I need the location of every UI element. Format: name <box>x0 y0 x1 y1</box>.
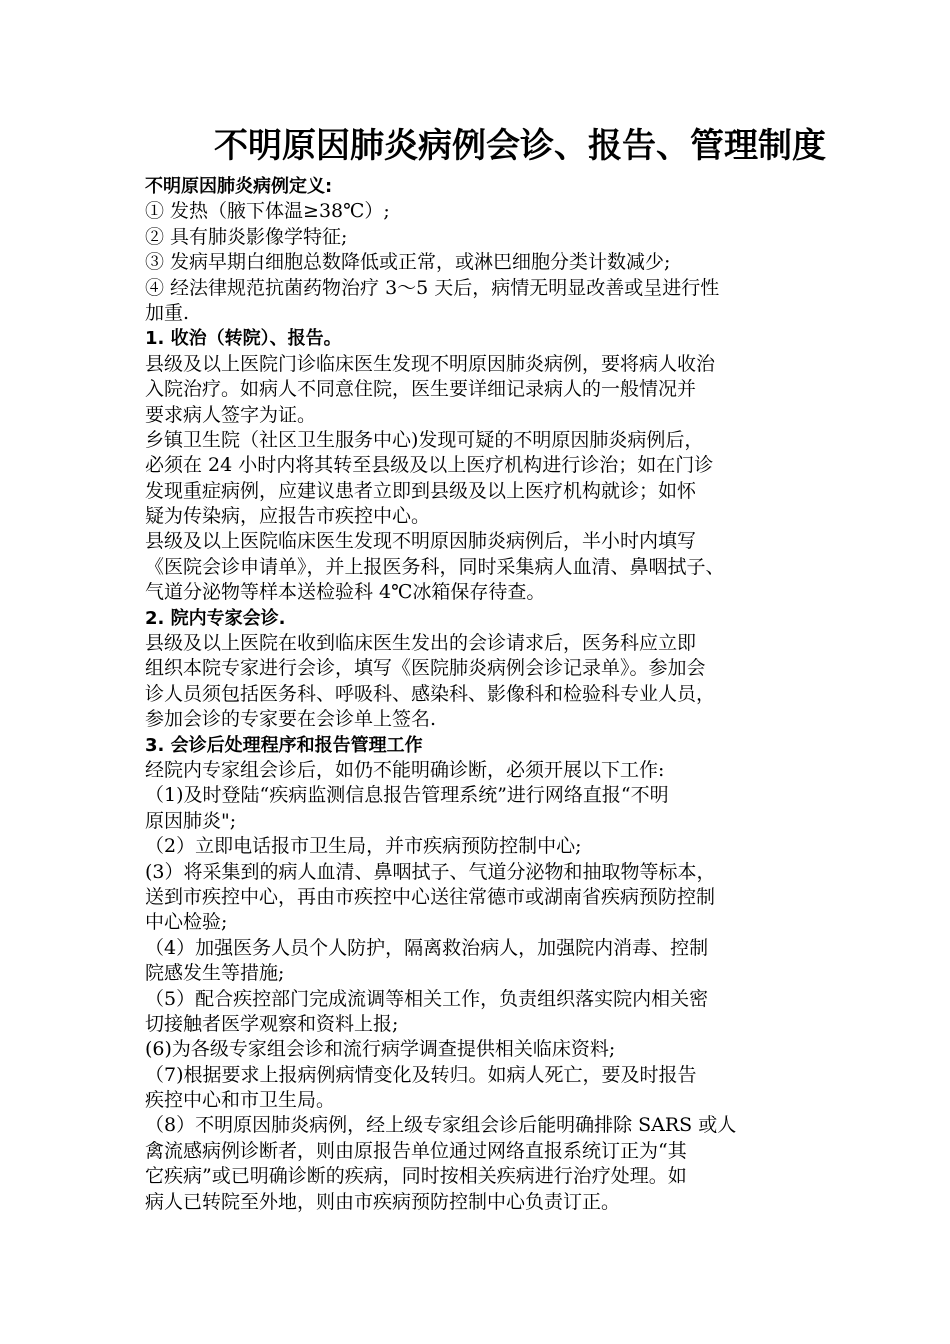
section-heading: 2. 院内专家会诊. <box>145 607 286 629</box>
document-body <box>145 174 820 1215</box>
section-heading: 不明原因肺炎病例定义: <box>145 176 333 197</box>
text-line: 疑为传染病，应报告市疾控中心。 <box>145 505 431 528</box>
text-line: 《医院会诊申请单》，并上报医务科，同时采集病人血清、鼻咽拭子、 <box>145 555 725 578</box>
text-line: 它疾病”或已明确诊断的疾病，同时按相关疾病进行治疗处理。如 <box>145 1165 687 1188</box>
text-line: 入院治疗。如病人不同意住院，医生要详细记录病人的一般情况并 <box>145 378 697 401</box>
text-line: 送到市疾控中心，再由市疾控中心送往常德市或湖南省疾病预防控制 <box>145 885 716 908</box>
text-line: (6)为各级专家组会诊和流行病学调查提供相关临床资料; <box>145 1038 616 1061</box>
text-line: （1)及时登陆“疾病监测信息报告管理系统”进行网络直报“不明 <box>145 784 669 807</box>
text-line: （5）配合疾控部门完成流调等相关工作，负责组织落实院内相关密 <box>145 987 709 1010</box>
text-line: 原因肺炎"; <box>145 809 237 832</box>
text-line: （2）立即电话报市卫生局，并市疾病预防控制中心; <box>145 835 582 858</box>
text-line: ③ 发病早期白细胞总数降低或正常，或淋巴细胞分类计数减少; <box>145 251 671 274</box>
text-line: 要求病人签字为证。 <box>145 403 317 426</box>
text-line: 诊人员须包括医务科、呼吸科、感染科、影像科和检验科专业人员， <box>145 682 716 705</box>
text-line: 县级及以上医院门诊临床医生发现不明原因肺炎病例，要将病人收治 <box>145 352 716 375</box>
text-line: 气道分泌物等样本送检验科 4℃冰箱保存待查。 <box>145 581 546 604</box>
text-line: 参加会诊的专家要在会诊单上签名. <box>145 708 437 731</box>
text-line: 乡镇卫生院（社区卫生服务中心)发现可疑的不明原因肺炎病例后， <box>145 428 704 451</box>
text-line: 加重. <box>145 301 190 324</box>
text-line: ④ 经法律规范抗菌药物治疗 3～5 天后，病情无明显改善或呈进行性 <box>145 276 720 299</box>
text-line: （4）加强医务人员个人防护，隔离救治病人，加强院内消毒、控制 <box>145 936 709 959</box>
text-line: 组织本院专家进行会诊，填写《医院肺炎病例会诊记录单》。参加会 <box>145 657 706 680</box>
text-line: 发现重症病例，应建议患者立即到县级及以上医疗机构就诊；如怀 <box>145 479 697 502</box>
text-line: 禽流感病例诊断者，则由原报告单位通过网络直报系统订正为“其 <box>145 1139 687 1162</box>
section-heading: 1. 收治（转院）、报告。 <box>145 328 342 350</box>
text-line: 县级及以上医院临床医生发现不明原因肺炎病例后，半小时内填写 <box>145 530 697 553</box>
text-line: 疾控中心和市卫生局。 <box>145 1089 336 1112</box>
section-heading: 3. 会诊后处理程序和报告管理工作 <box>145 734 423 756</box>
text-line: 中心检验; <box>145 911 228 934</box>
text-line: 县级及以上医院在收到临床医生发出的会诊请求后，医务科应立即 <box>145 632 697 655</box>
text-line: 院感发生等措施; <box>145 962 285 985</box>
text-line: ① 发热（腋下体温≥38℃）; <box>145 200 390 223</box>
text-line: （7)根据要求上报病例病情变化及转归。如病人死亡，要及时报告 <box>145 1063 697 1086</box>
text-line: （8）不明原因肺炎病例，经上级专家组会诊后能明确排除 SARS 或人 <box>145 1114 737 1137</box>
text-line: 经院内专家组会诊后，如仍不能明确诊断，必须开展以下工作: <box>145 758 665 781</box>
text-line: ② 具有肺炎影像学特征; <box>145 225 348 248</box>
text-line: 切接触者医学观察和资料上报; <box>145 1012 399 1035</box>
document-title: 不明原因肺炎病例会诊、报告、管理制度 <box>214 126 826 166</box>
text-line: 病人已转院至外地，则由市疾病预防控制中心负责订正。 <box>145 1190 621 1213</box>
text-line: 必须在 24 小时内将其转至县级及以上医疗机构进行诊治；如在门诊 <box>145 454 714 477</box>
text-line: (3）将采集到的病人血清、鼻咽拭子、气道分泌物和抽取物等标本， <box>145 860 716 883</box>
